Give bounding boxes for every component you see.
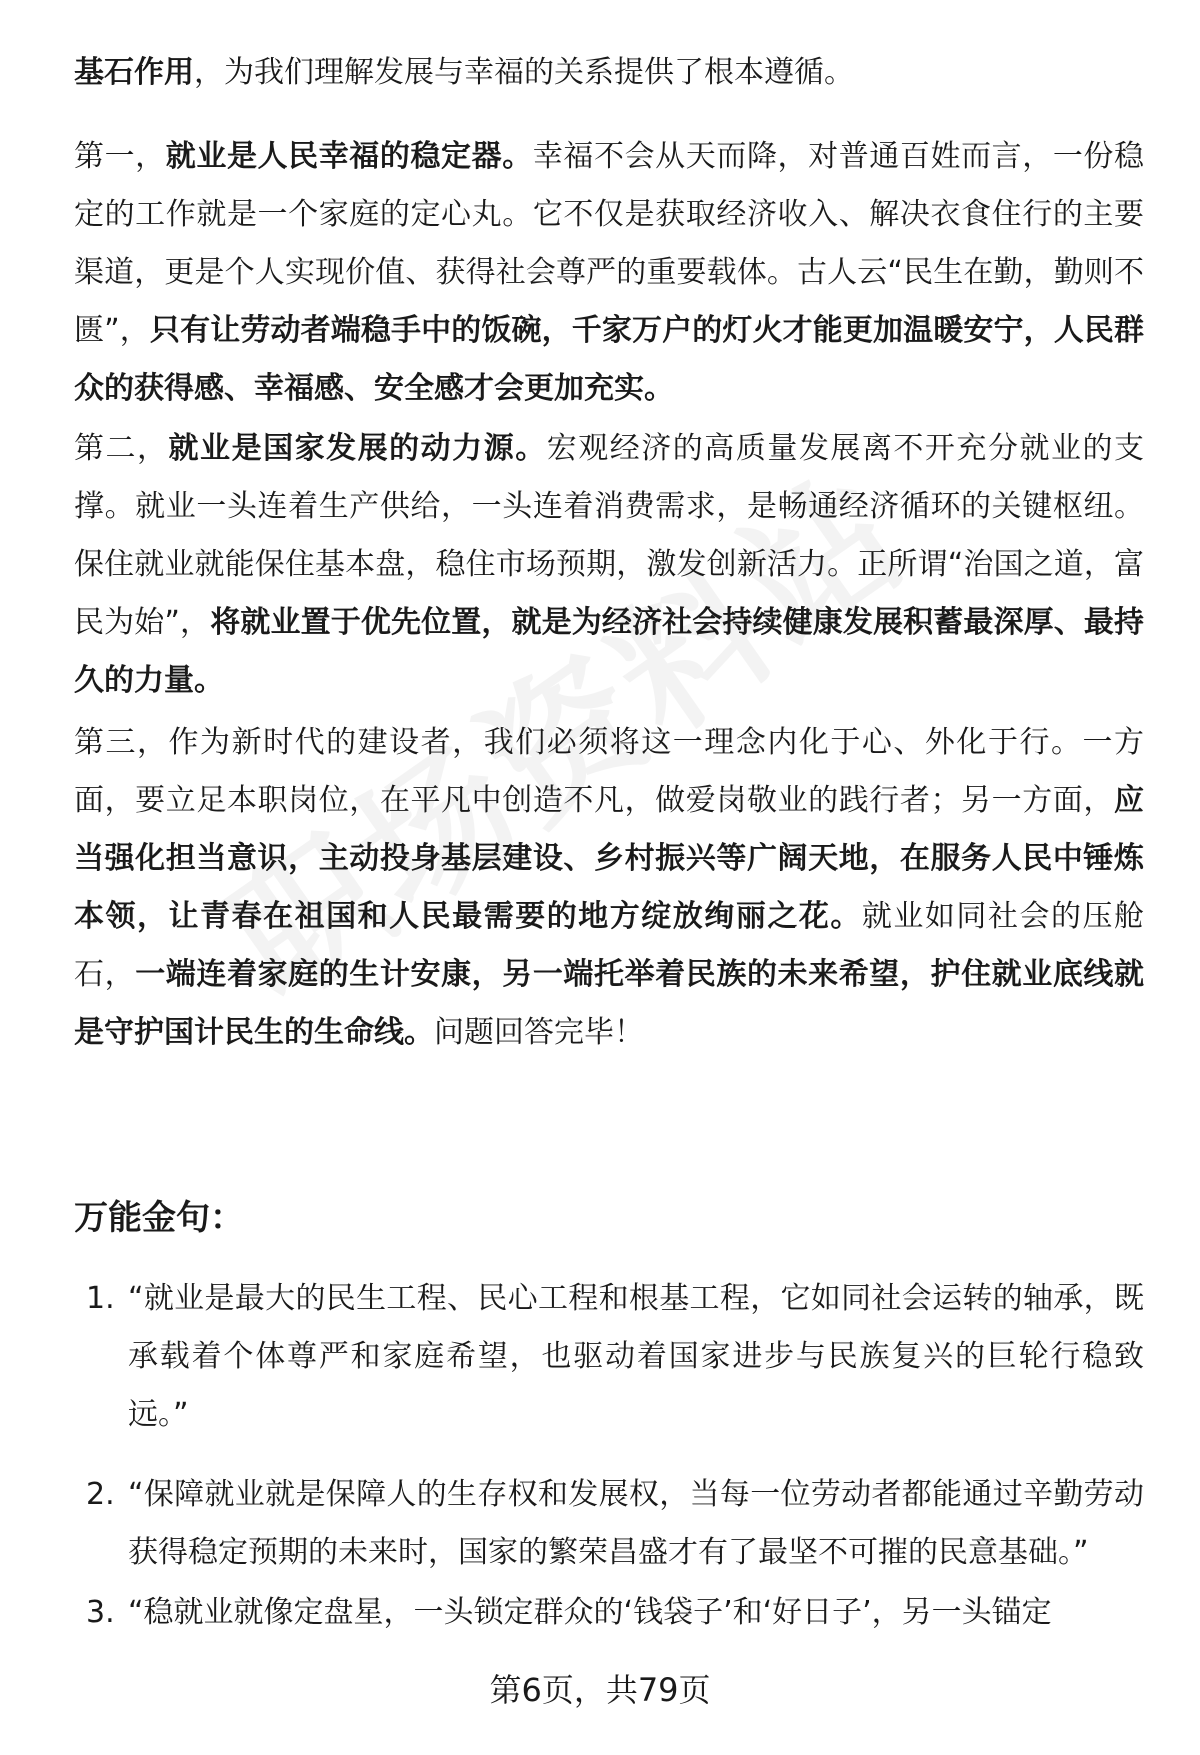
plain-text: 第二，: [74, 431, 169, 466]
list-number: 3.: [86, 1595, 115, 1630]
quote-text: “稳就业就像定盘星，一头锁定群众的‘钱袋子’和‘好日子’，另一头锚定: [128, 1595, 1052, 1630]
bold-text: 基石作用: [74, 55, 194, 90]
paragraph-second-point: [74, 420, 1144, 710]
section-heading: 万能金句：: [74, 1198, 244, 1238]
plain-text: 宏观经济的高质量发展离不开充分就业的支撑。就业一头连着生产供给，一头连着消费需求，是畅通经济循环的关键枢纽。保住就业就能保住基本盘，稳住市场预期，激发创新活力。正所谓“治国之道，富民为始”，: [74, 431, 1145, 640]
bold-text: 将就业置于优先位置，就是为经济社会持续健康发展积蓄最深厚、最持久的力量。: [74, 605, 1145, 698]
paragraph-first-point: [74, 128, 1144, 418]
quote-text: “就业是最大的民生工程、民心工程和根基工程，它如同社会运转的轴承，既承载着个体尊严和家庭希望，也驱动着国家进步与民族复兴的巨轮行稳致远。”: [128, 1281, 1144, 1432]
plain-text: ，为我们理解发展与幸福的关系提供了根本遵循。: [194, 55, 854, 90]
bold-text: 就业是人民幸福的稳定器。: [165, 139, 533, 174]
quote-text: “保障就业就是保障人的生存权和发展权，当每一位劳动者都能通过辛勤劳动获得稳定预期的未来时，国家的繁荣昌盛才有了最坚不可摧的民意基础。”: [128, 1477, 1144, 1570]
plain-text: 就业如同社会的压舱石，: [74, 899, 1145, 992]
page-number-footer: 第6页，共79页: [489, 1671, 711, 1709]
paragraph-third-point: [74, 714, 1144, 1062]
bold-text: 只有让劳动者端稳手中的饭碗，千家万户的灯火才能更加温暖安宁，人民群众的获得感、幸福感、安全感才会更加充实。: [74, 313, 1145, 406]
paragraph-intro: [74, 44, 1144, 102]
quote-list-item: [74, 1584, 1144, 1642]
plain-text: 问题回答完毕！: [434, 1015, 644, 1050]
plain-text: 第一，: [74, 139, 166, 174]
bold-text: 一端连着家庭的生计安康，另一端托举着民族的未来希望，护住就业底线就是守护国计民生的生命线。: [74, 957, 1145, 1050]
plain-text: 第三，作为新时代的建设者，我们必须将这一理念内化于心、外化于行。一方面，要立足本职岗位，在平凡中创造不凡，做爱岗敬业的践行者；另一方面，: [74, 725, 1144, 818]
list-number: 1.: [86, 1281, 115, 1316]
bold-text: 就业是国家发展的动力源。: [168, 431, 547, 466]
quote-list-item: [74, 1466, 1144, 1582]
quote-list-item: [74, 1270, 1144, 1444]
plain-text: 幸福不会从天而降，对普通百姓而言，一份稳定的工作就是一个家庭的定心丸。它不仅是获取经济收入、解决衣食住行的主要渠道，更是个人实现价值、获得社会尊严的重要载体。古人云“民生在勤，勤则不匮”，: [74, 139, 1145, 348]
list-number: 2.: [86, 1477, 115, 1512]
bold-text: 应当强化担当意识，主动投身基层建设、乡村振兴等广阔天地，在服务人民中锤炼本领，让青春在祖国和人民最需要的地方绽放绚丽之花。: [74, 783, 1144, 934]
